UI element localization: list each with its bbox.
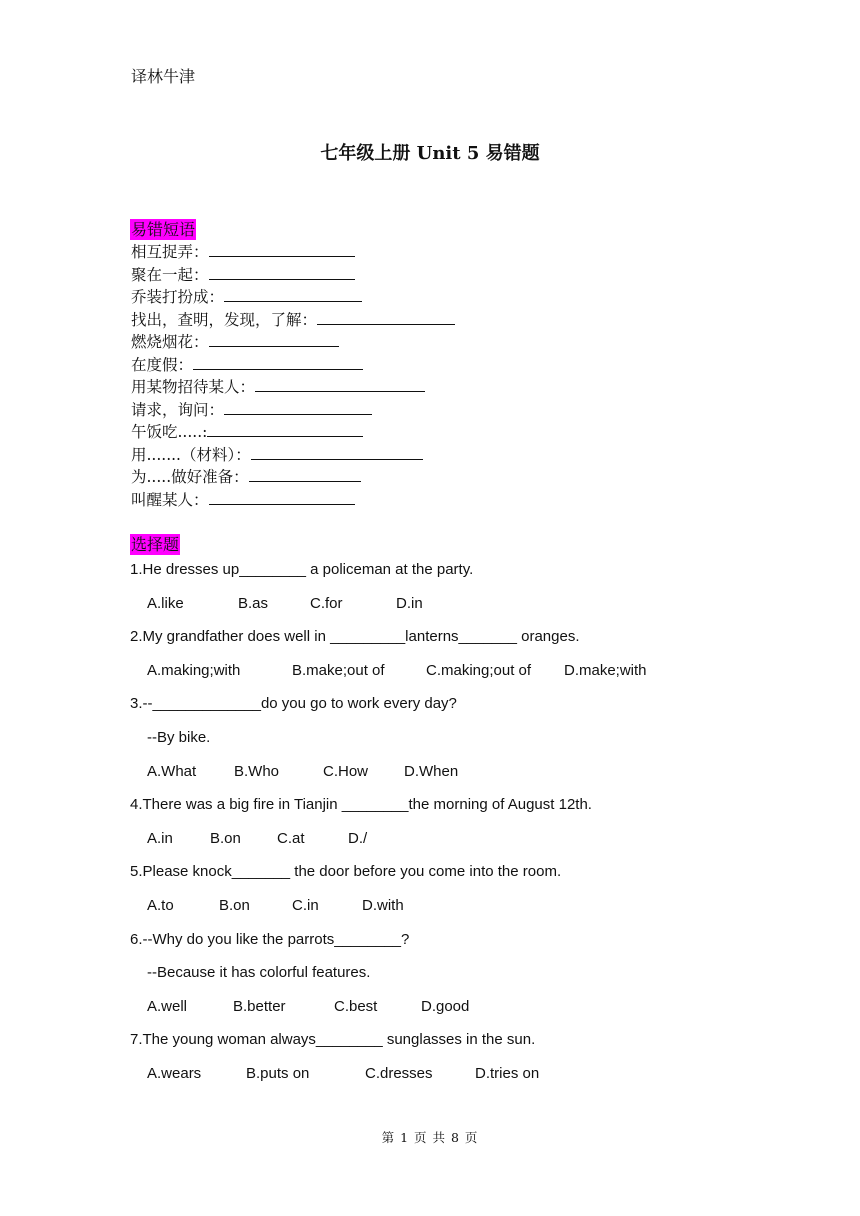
question-stem: 6.--Why do you like the parrots________? bbox=[130, 930, 410, 948]
phrase-label: 在度假： bbox=[131, 355, 194, 374]
option-d[interactable]: D.tries on bbox=[475, 1064, 540, 1082]
option-d[interactable]: D.make;with bbox=[564, 661, 647, 679]
answer-blank[interactable] bbox=[209, 242, 355, 257]
option-a[interactable]: A.What bbox=[147, 762, 197, 780]
phrase-label: 聚在一起： bbox=[131, 265, 209, 284]
dialogue-line: --By bike. bbox=[147, 728, 211, 746]
option-b[interactable]: B.on bbox=[210, 829, 241, 847]
option-b[interactable]: B.puts on bbox=[246, 1064, 310, 1082]
phrase-item bbox=[131, 376, 455, 399]
phrase-label: 叫醒某人： bbox=[131, 490, 209, 509]
option-b[interactable]: B.on bbox=[219, 896, 250, 914]
phrase-item bbox=[131, 286, 455, 309]
answer-blank[interactable] bbox=[193, 355, 363, 370]
option-d[interactable]: D.When bbox=[404, 762, 459, 780]
phrase-label: 为.....做好准备： bbox=[131, 468, 249, 486]
phrase-item bbox=[131, 489, 455, 512]
phrase-label: 用某物招待某人： bbox=[131, 378, 256, 396]
option-a[interactable]: A.making;with bbox=[147, 661, 241, 679]
answer-options bbox=[130, 827, 647, 861]
phrase-item bbox=[131, 421, 455, 444]
phrase-label: 乔装打扮成： bbox=[131, 288, 225, 306]
option-c[interactable]: C.in bbox=[292, 896, 319, 914]
option-b[interactable]: B.Who bbox=[234, 762, 280, 780]
phrase-label: 午饭吃.....: bbox=[131, 423, 208, 441]
question-stem: 2.My grandfather does well in _________lanterns_______ oranges. bbox=[130, 628, 580, 646]
phrase-item bbox=[131, 399, 455, 422]
answer-options bbox=[130, 1062, 647, 1096]
phrase-label: 请求，询问： bbox=[131, 400, 225, 419]
option-c[interactable]: C.making;out of bbox=[426, 661, 532, 679]
answer-blank[interactable] bbox=[207, 422, 363, 437]
option-a[interactable]: A.like bbox=[147, 594, 184, 612]
answer-blank[interactable] bbox=[209, 490, 355, 505]
option-c[interactable]: C.at bbox=[277, 829, 305, 847]
option-a[interactable]: A.well bbox=[147, 997, 188, 1015]
option-c[interactable]: C.for bbox=[310, 594, 343, 612]
answer-blank[interactable] bbox=[224, 287, 362, 302]
answer-blank[interactable] bbox=[317, 310, 455, 325]
question-stem: 5.Please knock_______ the door before you come into the room. bbox=[130, 863, 562, 881]
section-label: 选择题 bbox=[131, 535, 180, 554]
question-stem: 1.He dresses up________ a policeman at the party. bbox=[130, 561, 474, 578]
answer-options bbox=[130, 995, 647, 1029]
phrase-list bbox=[131, 241, 455, 511]
phrase-item bbox=[131, 466, 455, 489]
page-header: 译林牛津 bbox=[131, 67, 196, 86]
answer-options bbox=[130, 760, 647, 794]
option-b[interactable]: B.make;out of bbox=[292, 661, 385, 679]
option-d[interactable]: D.with bbox=[362, 896, 404, 914]
option-d[interactable]: D.in bbox=[396, 594, 423, 612]
answer-options bbox=[130, 894, 647, 928]
phrase-item bbox=[131, 241, 455, 264]
section-heading-phrases bbox=[130, 217, 196, 240]
answer-blank[interactable] bbox=[209, 332, 339, 347]
question-list bbox=[130, 558, 647, 1096]
option-d[interactable]: D./ bbox=[348, 829, 368, 847]
option-b[interactable]: B.better bbox=[233, 997, 286, 1015]
page-title: 七年级上册 Unit 5 易错题 bbox=[320, 143, 540, 164]
phrase-label: 燃烧烟花： bbox=[131, 333, 209, 351]
answer-options bbox=[130, 659, 647, 693]
page-footer: 第 1 页 共 8 页 bbox=[381, 1130, 479, 1145]
phrase-item bbox=[131, 264, 455, 287]
phrase-item bbox=[131, 331, 455, 354]
phrase-item bbox=[131, 309, 455, 332]
option-c[interactable]: C.best bbox=[334, 997, 378, 1015]
question-stem: 4.There was a big fire in Tianjin ________the morning of August 12th. bbox=[130, 796, 592, 814]
option-a[interactable]: A.to bbox=[147, 896, 174, 914]
section-heading-choice bbox=[130, 532, 180, 555]
answer-options bbox=[130, 592, 647, 626]
answer-blank[interactable] bbox=[209, 265, 355, 280]
option-d[interactable]: D.good bbox=[421, 997, 470, 1015]
phrase-item bbox=[131, 354, 455, 377]
phrase-label: 相互捉弄： bbox=[131, 243, 209, 261]
option-b[interactable]: B.as bbox=[238, 594, 269, 612]
option-a[interactable]: A.in bbox=[147, 829, 173, 847]
option-a[interactable]: A.wears bbox=[147, 1064, 202, 1082]
answer-blank[interactable] bbox=[249, 467, 361, 482]
option-c[interactable]: C.dresses bbox=[365, 1064, 433, 1082]
option-c[interactable]: C.How bbox=[323, 762, 369, 780]
dialogue-line: --Because it has colorful features. bbox=[147, 964, 371, 982]
phrase-label: 找出，查明，发现，了解： bbox=[131, 310, 318, 329]
question-stem: 3.--_____________do you go to work every day? bbox=[130, 695, 457, 713]
answer-blank[interactable] bbox=[251, 445, 423, 460]
question-stem: 7.The young woman always________ sunglasses in the sun. bbox=[130, 1031, 536, 1049]
answer-blank[interactable] bbox=[255, 377, 425, 392]
phrase-item bbox=[131, 444, 455, 467]
answer-blank[interactable] bbox=[224, 400, 372, 415]
section-label: 易错短语 bbox=[131, 220, 196, 239]
phrase-label: 用.......（材料）： bbox=[131, 445, 251, 464]
